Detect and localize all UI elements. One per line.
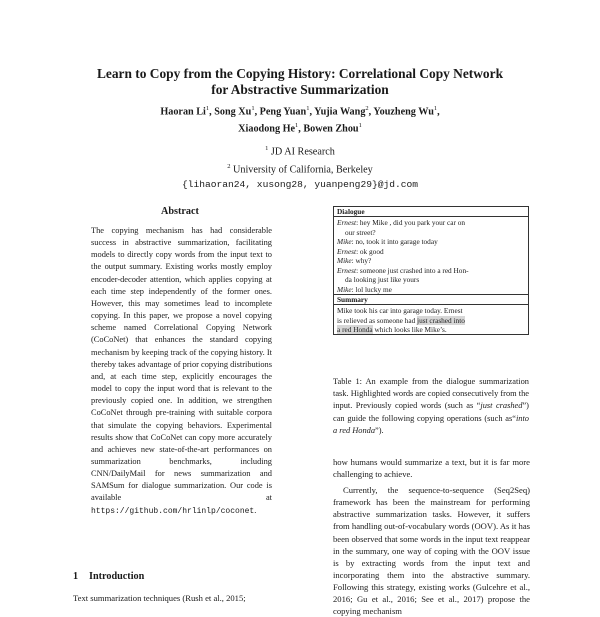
author-name: Xiaodong He (238, 123, 296, 135)
author-name: Bowen Zhou (303, 123, 359, 135)
affiliation-mark: 1 (251, 105, 255, 112)
copied-highlight: just crashed into (417, 315, 465, 325)
section-title: Introduction (89, 571, 145, 582)
paragraph: how humans would summarize a text, but it is far more challenging to achieve. (333, 457, 530, 480)
dialogue-line: Mike: lol lucky me (337, 284, 392, 294)
affiliation-mark: 1 (265, 145, 269, 152)
affiliation-mark: 1 (306, 105, 310, 112)
section-number: 1 (73, 571, 79, 582)
affiliation-mark: 1 (295, 122, 299, 130)
section-heading (73, 571, 144, 582)
affiliation-1: JD AI Research (270, 146, 335, 158)
summary-label: Summary (334, 294, 528, 305)
dialogue-label: Dialogue (334, 207, 528, 217)
affiliation-mark: 1 (358, 122, 362, 130)
dialogue-line: Ernest: hey Mike , did you park your car on (337, 218, 466, 227)
author-name: Peng Yuan (259, 106, 307, 118)
author-list: Haoran Li$^1$, Song Xu$^1$, Peng Yuan$^1$, Yujia Wang$^2$, Youzheng Wu$^1$, Xiaodong He$^1$, Bowen Zhou$^1$ (160, 105, 440, 135)
dialogue-line: da looking just like yours (345, 275, 420, 285)
summary-line: is relieved as someone had just crashed into (337, 315, 465, 325)
abstract-body (91, 225, 272, 518)
affiliation-mark: 1 (433, 105, 438, 112)
title-line-1: Learn to Copy from the Copying History: Correlational Copy Network (96, 66, 504, 81)
paper-title (40, 66, 560, 98)
dialogue-line: Ernest: ok good (337, 246, 384, 256)
author-name: Yujia Wang (314, 106, 366, 118)
abstract-end: . (254, 505, 257, 515)
affiliation-mark: 2 (365, 105, 369, 112)
dialogue-line: Mike: no, took it into garage today (337, 237, 438, 247)
summary-line: a red Honda which looks like Mike’s. (337, 325, 447, 335)
affiliations (60, 142, 540, 192)
summary-line: Mike took his car into garage today. Ernest (337, 306, 463, 316)
dialogue-line: Mike: why? (337, 256, 372, 266)
example-table (333, 206, 529, 335)
dialogue-line: Ernest: someone just crashed into a red Hon- (337, 265, 469, 275)
affiliation-2: University of California, Berkeley (233, 164, 373, 176)
affiliation-mark: 2 (227, 162, 231, 170)
author-emails: {lihaoran24, xusong28, yuanpeng29}@jd.com (181, 178, 419, 190)
dialogue-line: our street? (345, 227, 376, 237)
abstract-text: The copying mechanism has had considerable success in abstractive summarization, facilitating models to directly copy words from the input text to the output summary. Existing works mostly employ encoder-decoder attention, which applies copying at each time step independently of the former ones. However, this may sometimes lead to incomplete copying. In this paper, we propose a novel copying scheme named Correlational Copying Network (CoCoNet) that enhances the standard copying mechanism by keeping track of the copying history. It thereby takes advantage of prior copying distributions and, at each time step, explicitly encourages the model to copy the input word that is relevant to the previously copied one. In addition, we strengthen CoCoNet through pre-training with suitable corpora that simulate the copying behaviors. Experimental results show that CoCoNet can copy more accurately and achieves new state-of-the-art performances on summarization benchmarks, including CNN/DailyMail for news summarization and SAMSum for dialogue summarization. Our code is available at (91, 226, 272, 503)
intro-text: Text summarization techniques (Rush et al., 2015; (73, 593, 246, 603)
author-name: Haoran Li (160, 106, 206, 118)
code-url-link[interactable]: https://github.com/hrlinlp/coconet (91, 506, 255, 516)
title-line-2: for Abstractive Summarization (211, 82, 389, 97)
table-caption: Table 1: An example from the dialogue summarization task. Highlighted words are copied consecutively from the input. Previously copied words (such as “just crashed”) can guide the following copying operations (such as“into a red Honda”). (333, 377, 529, 435)
copied-highlight: a red Honda (337, 325, 373, 335)
paragraph: Currently, the sequence-to-sequence (Seq2Seq) framework has been the mainstream for performing abstractive summarization tasks. However, it suffers from handling out-of-vocabulary words (OOV). As it has been observed that some words in the input text reappear in the summary, one way of coping with the OOV issue is by extracting words from the input text and incorporating them into the abstractive summary. Following this strategy, existing works (Gulcehre et al., 2016; Gu et al., 2016; See et al., 2017) propose the copying mechanism (333, 485, 530, 617)
dialogue-lines (334, 217, 528, 294)
author-name: Song Xu (214, 106, 252, 118)
right-column-body (333, 456, 530, 617)
affiliation-mark: 1 (205, 105, 210, 112)
author-name: Youzheng Wu (373, 106, 434, 118)
summary-lines (334, 305, 528, 335)
abstract-heading: Abstract (161, 206, 199, 217)
